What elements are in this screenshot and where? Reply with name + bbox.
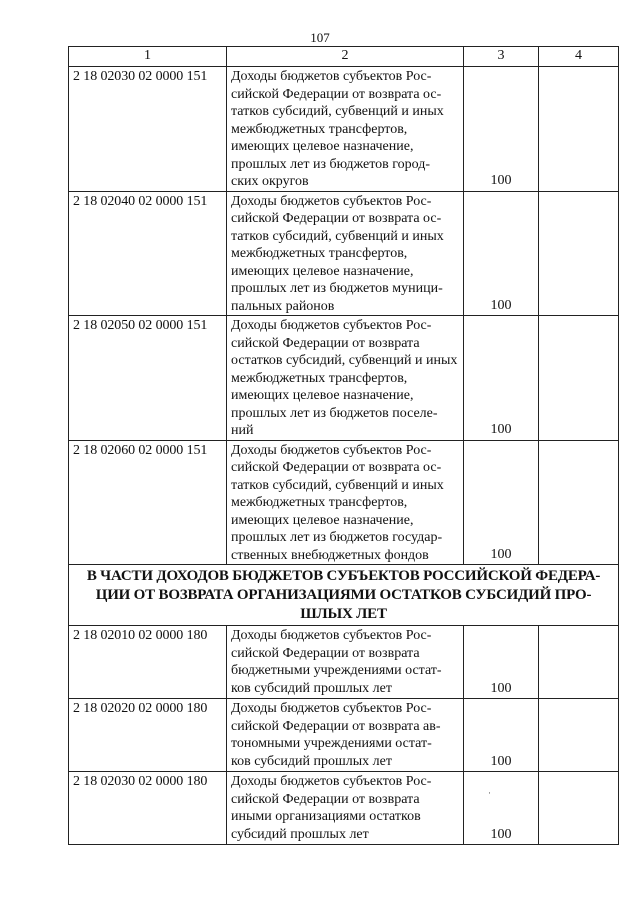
description-line: прошлых лет из бюджетов государ- xyxy=(231,530,443,545)
section-heading-line: В ЧАСТИ ДОХОДОВ БЮДЖЕТОВ СУБЪЕКТОВ РОССИЙСКОЙ ФЕДЕРА- xyxy=(86,568,601,584)
revenue-description xyxy=(227,67,464,192)
description-line: татков субсидий, субвенций и иных xyxy=(231,228,444,244)
description-line: сийской Федерации от возврата ос- xyxy=(231,460,442,475)
description-line: сийской Федерации от возврата xyxy=(231,645,420,661)
column-header-1: 1 xyxy=(69,47,227,67)
table-row xyxy=(69,699,619,772)
column-4-cell xyxy=(539,699,619,772)
description-line: межбюджетных трансфертов, xyxy=(231,246,408,261)
description-line: Доходы бюджетов субъектов Рос- xyxy=(231,442,432,458)
description-line: сийской Федерации от возврата xyxy=(231,791,420,807)
description-line: прошлых лет из бюджетов поселе- xyxy=(231,405,438,421)
section-heading-row xyxy=(69,565,619,626)
description-line: Доходы бюджетов субъектов Рос- xyxy=(231,318,432,333)
description-line: межбюджетных трансфертов, xyxy=(231,495,408,510)
description-line: прошлых лет из бюджетов город- xyxy=(231,156,431,172)
description-line: имеющих целевое назначение, xyxy=(231,263,414,279)
description-line: бюджетными учреждениями остат- xyxy=(231,663,442,678)
revenue-description xyxy=(227,316,464,441)
budget-revenue-table xyxy=(68,46,619,845)
description-line: татков субсидий, субвенций и иных xyxy=(231,104,444,119)
description-line: тономными учреждениями остат- xyxy=(231,736,432,751)
description-line: ских округов xyxy=(231,174,309,189)
column-4-cell xyxy=(539,626,619,699)
description-line: татков субсидий, субвенций и иных xyxy=(231,477,444,493)
budget-code: 2 18 02010 02 0000 180 xyxy=(69,626,227,699)
revenue-description xyxy=(227,626,464,699)
budget-code: 2 18 02050 02 0000 151 xyxy=(69,316,227,441)
description-line: остатков субсидий, субвенций и иных xyxy=(231,353,458,368)
description-line: субсидий прошлых лет xyxy=(231,826,369,842)
column-4-cell xyxy=(539,440,619,565)
description-line: ков субсидий прошлых лет xyxy=(231,680,392,696)
normative-value: 100 xyxy=(464,772,539,845)
description-line: ственных внебюджетных фондов xyxy=(231,547,429,563)
column-4-cell xyxy=(539,772,619,845)
column-header-4: 4 xyxy=(539,47,619,67)
description-line: Доходы бюджетов субъектов Рос- xyxy=(231,701,432,716)
description-line: Доходы бюджетов субъектов Рос- xyxy=(231,628,432,643)
description-line: сийской Федерации от возврата ос- xyxy=(231,211,442,226)
description-line: имеющих целевое назначение, xyxy=(231,139,414,154)
description-line: Доходы бюджетов субъектов Рос- xyxy=(231,69,432,84)
scan-speck: · xyxy=(488,788,491,798)
description-line: пальных районов xyxy=(231,298,335,314)
normative-value: 100 xyxy=(464,191,539,316)
table-header-row xyxy=(69,47,619,67)
budget-code: 2 18 02030 02 0000 180 xyxy=(69,772,227,845)
description-line: межбюджетных трансфертов, xyxy=(231,370,408,386)
description-line: межбюджетных трансфертов, xyxy=(231,121,408,137)
description-line: имеющих целевое назначение, xyxy=(231,388,414,403)
page-number: 107 xyxy=(310,30,330,45)
budget-code: 2 18 02030 02 0000 151 xyxy=(69,67,227,192)
description-line: сийской Федерации от возврата ав- xyxy=(231,718,441,734)
section-heading-line: ЦИИ ОТ ВОЗВРАТА ОРГАНИЗАЦИЯМИ ОСТАТКОВ СУБСИДИЙ ПРО- xyxy=(95,587,592,603)
revenue-description xyxy=(227,440,464,565)
description-line: иными организациями остатков xyxy=(231,809,421,824)
description-line: ков субсидий прошлых лет xyxy=(231,753,392,769)
description-line: имеющих целевое назначение, xyxy=(231,512,414,528)
column-header-3: 3 xyxy=(464,47,539,67)
column-4-cell xyxy=(539,191,619,316)
normative-value: 100 xyxy=(464,67,539,192)
description-line: сийской Федерации от возврата ос- xyxy=(231,86,442,102)
section-heading-line: ШЛЫХ ЛЕТ xyxy=(300,606,387,622)
table-row xyxy=(69,191,619,316)
table-row xyxy=(69,316,619,441)
description-line: сийской Федерации от возврата xyxy=(231,335,420,351)
description-line: ний xyxy=(231,423,254,438)
budget-code: 2 18 02020 02 0000 180 xyxy=(69,699,227,772)
normative-value: 100 xyxy=(464,440,539,565)
revenue-description xyxy=(227,191,464,316)
normative-value: 100 xyxy=(464,316,539,441)
section-heading xyxy=(69,565,619,626)
column-4-cell xyxy=(539,316,619,441)
column-header-2: 2 xyxy=(227,47,464,67)
budget-code: 2 18 02040 02 0000 151 xyxy=(69,191,227,316)
revenue-description xyxy=(227,772,464,845)
table-row xyxy=(69,67,619,192)
table-row xyxy=(69,626,619,699)
budget-code: 2 18 02060 02 0000 151 xyxy=(69,440,227,565)
column-4-cell xyxy=(539,67,619,192)
table-row xyxy=(69,440,619,565)
normative-value: 100 xyxy=(464,626,539,699)
table-row xyxy=(69,772,619,845)
description-line: Доходы бюджетов субъектов Рос- xyxy=(231,774,432,789)
description-line: прошлых лет из бюджетов муници- xyxy=(231,281,443,296)
revenue-description xyxy=(227,699,464,772)
description-line: Доходы бюджетов субъектов Рос- xyxy=(231,193,432,209)
normative-value: 100 xyxy=(464,699,539,772)
